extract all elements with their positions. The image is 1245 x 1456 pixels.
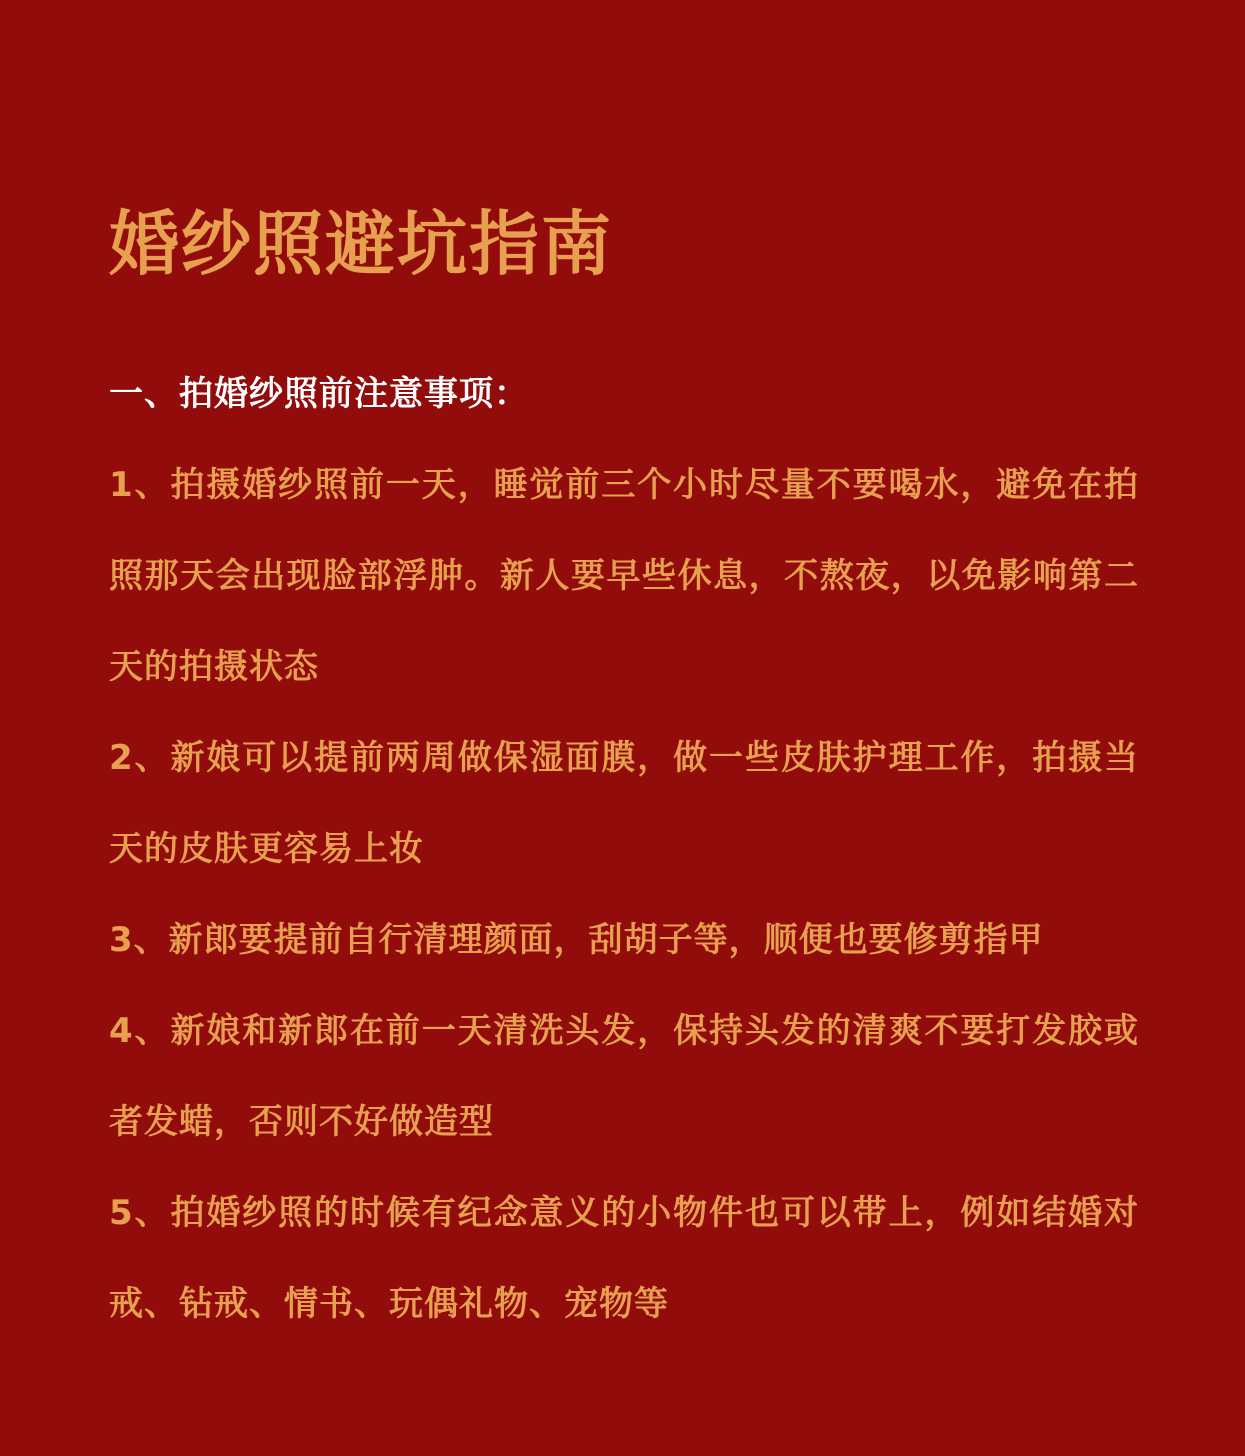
tip-item-1: 1、拍摄婚纱照前一天，睡觉前三个小时尽量不要喝水，避免在拍照那天会出现脸部浮肿。新人要早些休息，不熬夜，以免影响第二天的拍摄状态 bbox=[109, 465, 1139, 687]
tips-list bbox=[109, 440, 1139, 1350]
section-heading: 一、拍婚纱照前注意事项： bbox=[109, 374, 529, 414]
tip-item-5: 5、拍婚纱照的时候有纪念意义的小物件也可以带上，例如结婚对戒、钻戒、情书、玩偶礼物、宠物等 bbox=[109, 1193, 1139, 1324]
tip-item-2: 2、新娘可以提前两周做保湿面膜，做一些皮肤护理工作，拍摄当天的皮肤更容易上妆 bbox=[109, 738, 1139, 869]
tip-item-3: 3、新郎要提前自行清理颜面，刮胡子等，顺便也要修剪指甲 bbox=[109, 920, 1044, 960]
article-title: 婚纱照避坑指南 bbox=[109, 203, 613, 285]
tip-item-4: 4、新娘和新郎在前一天清洗头发，保持头发的清爽不要打发胶或者发蜡，否则不好做造型 bbox=[109, 1011, 1139, 1142]
